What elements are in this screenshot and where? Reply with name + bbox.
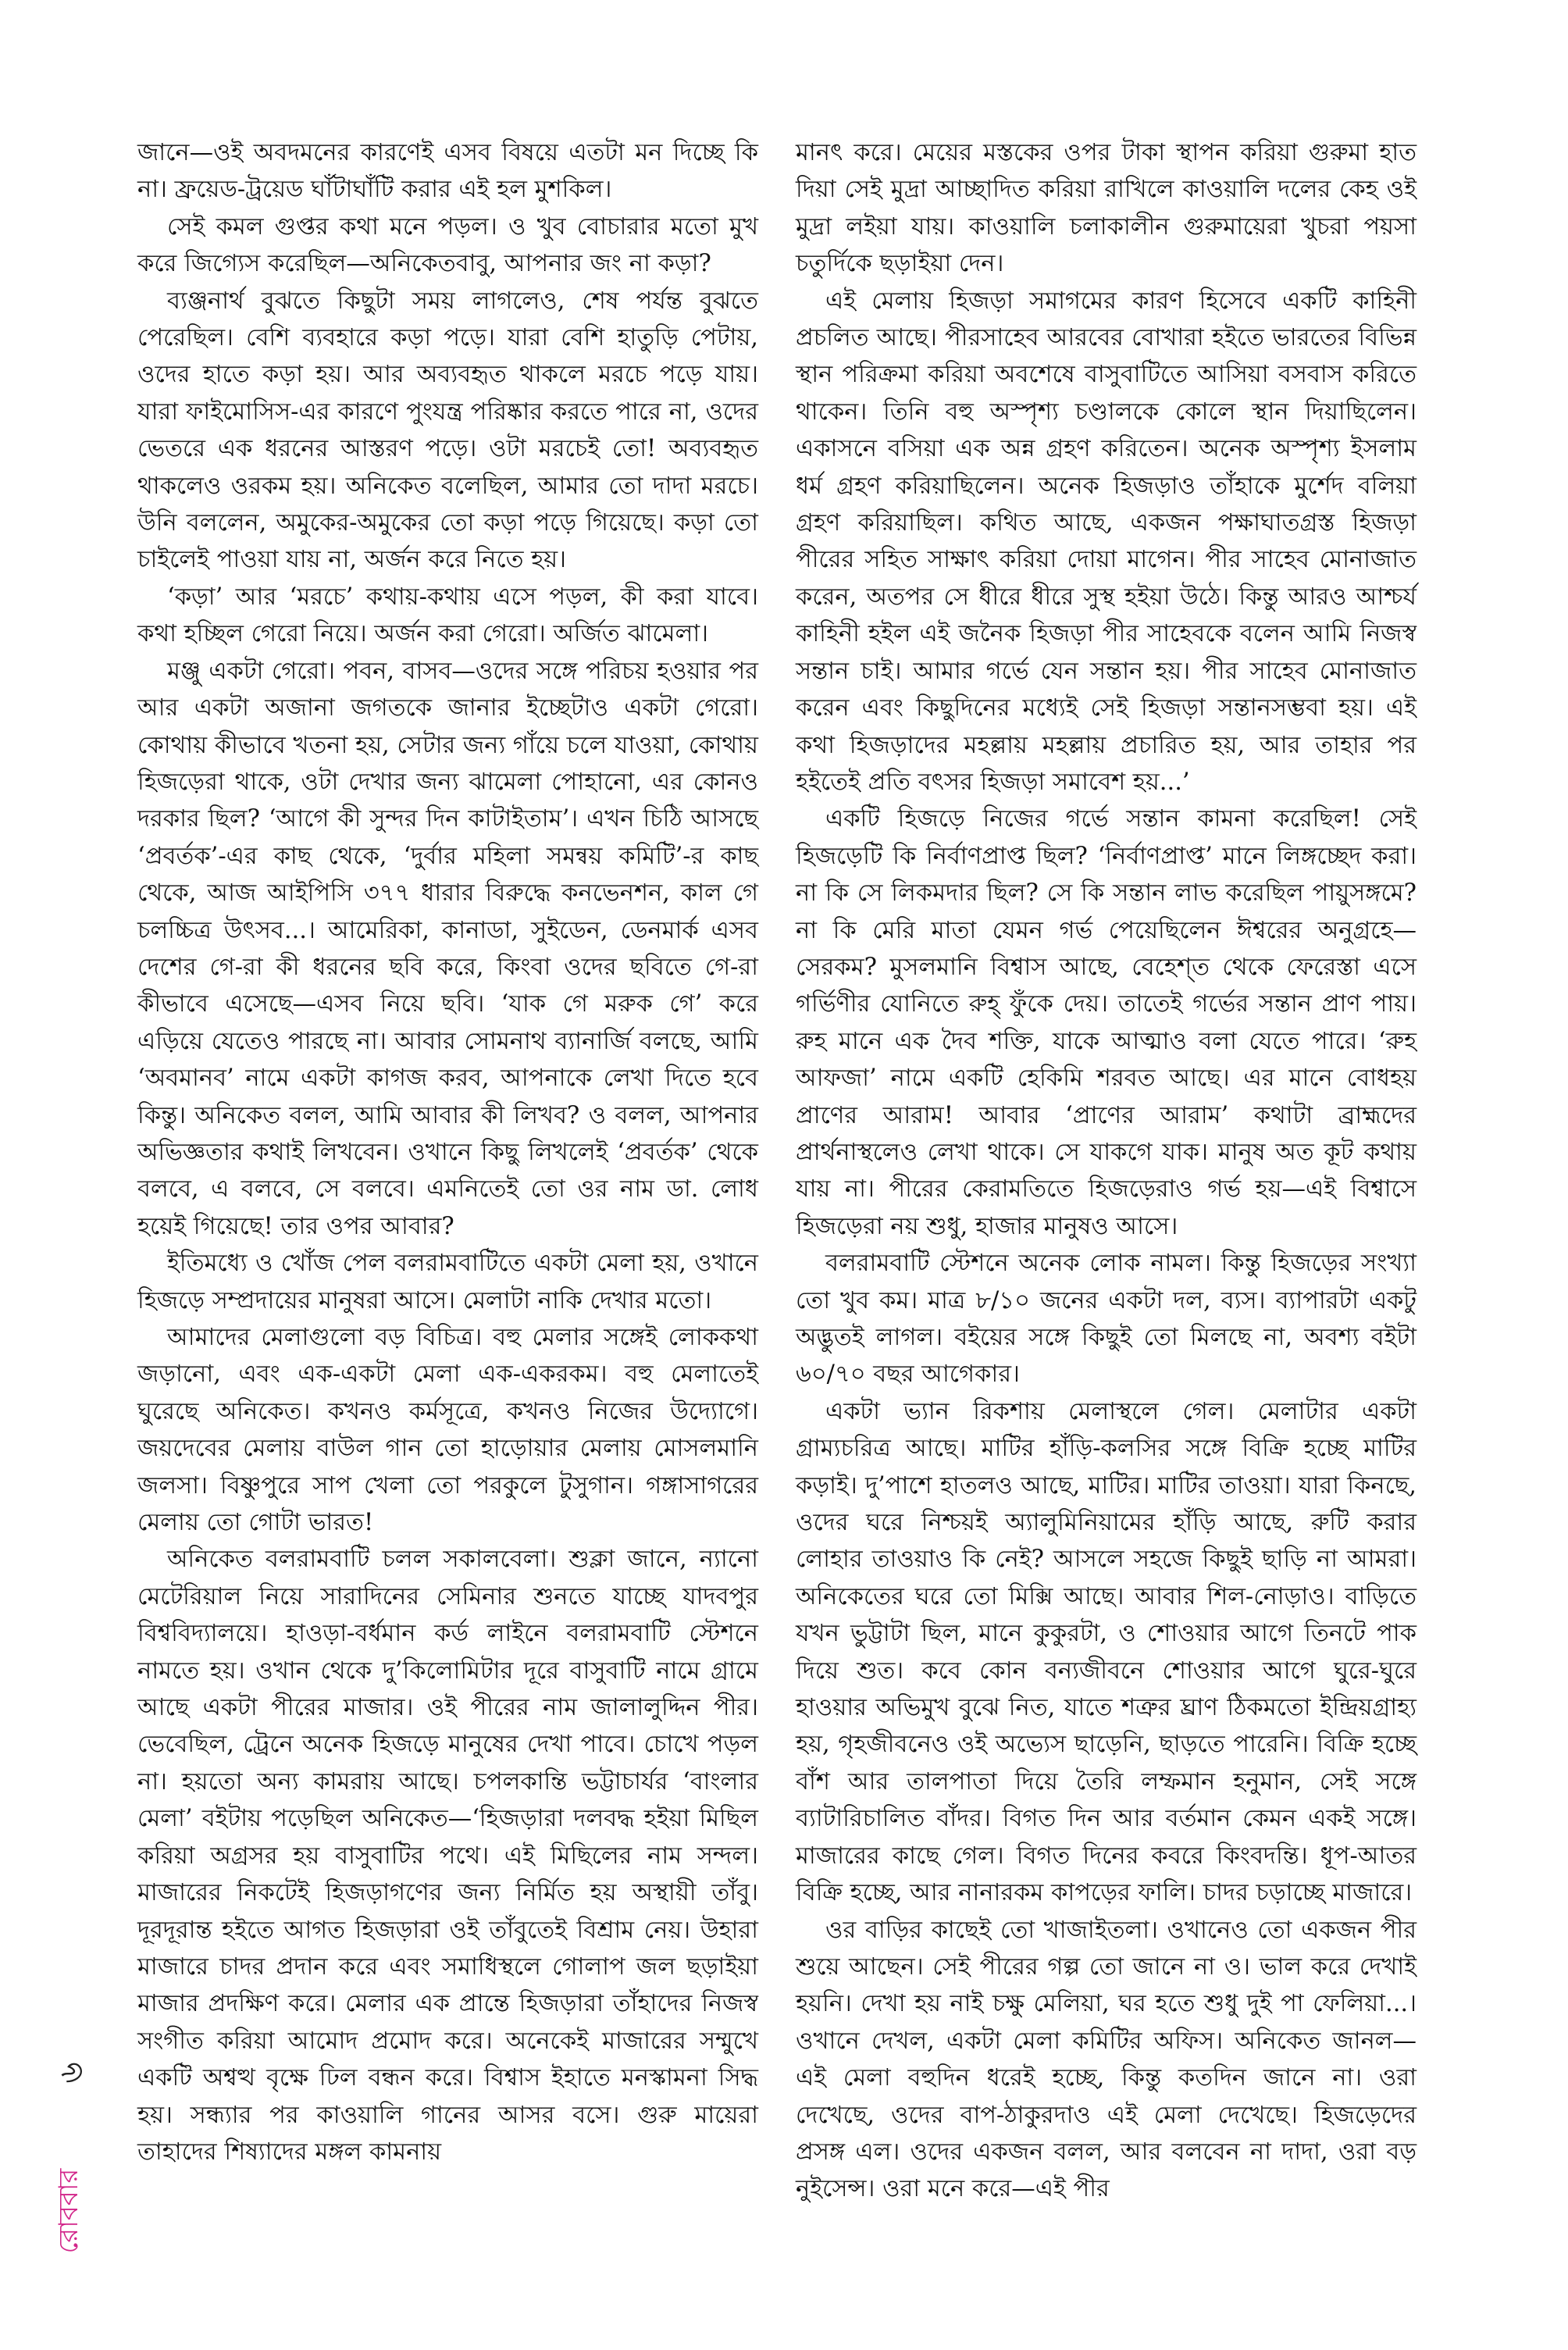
left-column bbox=[137, 134, 758, 2170]
page-number: ৬ bbox=[52, 2062, 90, 2084]
paragraph: সেই কমল গুপ্তর কথা মনে পড়ল। ও খুব বোচারার মতো মুখ করে জিগ্যেস করেছিল—অনিকেতবাবু, আপনার জং না কড়া? bbox=[137, 212, 758, 278]
paragraph: ওর বাড়ির কাছেই তো খাজাইতলা। ওখানেও তো একজন পীর শুয়ে আছেন। সেই পীরের গল্প তো জানে না ও। ভাল করে দেখাই হয়নি। দেখা হয় নাই চক্ষু মেলিয়া, ঘর হতে শুধু দুই পা ফেলিয়া...। ওখানে দেখল, একটা মেলা কমিটির অফিস। অনিকেত জানল—এই মেলা বহুদিন ধরেই হচ্ছে, কিন্তু কতদিন জানে না। ওরা দেখেছে, ওদের বাপ-ঠাকুরদাও এই মেলা দেখেছে। হিজড়েদের প্রসঙ্গ এল। ওদের একজন বলল, আর বলবেন না দাদা, ওরা বড় নুইসেন্স। ওরা মনে করে—এই পীর bbox=[796, 1916, 1417, 2203]
paragraph: এই মেলায় হিজড়া সমাগমের কারণ হিসেবে একটি কাহিনী প্রচলিত আছে। পীরসাহেব আরবের বোখারা হইতে ভারতের বিভিন্ন স্থান পরিক্রমা করিয়া অবশেষে বাসুবাটিতে আসিয়া বসবাস করিতে থাকেন। তিনি বহু অস্পৃশ্য চণ্ডালকে কোলে স্থান দিয়াছিলেন। একাসনে বসিয়া এক অন্ন গ্রহণ করিতেন। অনেক অস্পৃশ্য ইসলাম ধর্ম গ্রহণ করিয়াছিলেন। অনেক হিজড়াও তাঁহাকে মুর্শেদ বলিয়া গ্রহণ করিয়াছিল। কথিত আছে, একজন পক্ষাঘাতগ্রস্ত হিজড়া পীরের সহিত সাক্ষাৎ করিয়া দোয়া মাগেন। পীর সাহেব মোনাজাত করেন, অতপর সে ধীরে ধীরে সুস্থ হইয়া উঠে। কিন্তু আরও আশ্চর্য কাহিনী হইল এই জনৈক হিজড়া পীর সাহেবকে বলেন আমি নিজস্ব সন্তান চাই। আমার গর্ভে যেন সন্তান হয়। পীর সাহেব মোনাজাত করেন এবং কিছুদিনের মধ্যেই সেই হিজড়া সন্তানসম্ভবা হয়। এই কথা হিজড়াদের মহল্লায় মহল্লায় প্রচারিত হয়, আর তাহার পর হইতেই প্রতি বৎসর হিজড়া সমাবেশ হয়...’ bbox=[796, 287, 1417, 796]
paragraph: একটি হিজড়ে নিজের গর্ভে সন্তান কামনা করেছিল! সেই হিজড়েটি কি নির্বাণপ্রাপ্ত ছিল? ‘নির্বাণপ্রাপ্ত’ মানে লিঙ্গচ্ছেদ করা। না কি সে লিকমদার ছিল? সে কি সন্তান লাভ করেছিল পায়ুসঙ্গমে? না কি মেরি মাতা যেমন গর্ভ পেয়েছিলেন ঈশ্বরের অনুগ্রহে—সেরকম? মুসলমানি বিশ্বাস আছে, বেহেশ্‌ত থেকে ফেরেস্তা এসে গর্ভিণীর যোনিতে রুহ্‌ ফুঁকে দেয়। তাতেই গর্ভের সন্তান প্রাণ পায়। রুহ মানে এক দৈব শক্তি, যাকে আত্মাও বলা যেতে পারে। ‘রুহ আফজা’ নামে একটি হেকিমি শরবত আছে। এর মানে বোধহয় প্রাণের আরাম! আবার ‘প্রাণের আরাম’ কথাটা ব্রাহ্মদের প্রার্থনাস্থলেও লেখা থাকে। সে যাকগে যাক। মানুষ অত কূট কথায় যায় না। পীরের কেরামতিতে হিজড়েরাও গর্ভ হয়—এই বিশ্বাসে হিজড়েরা নয় শুধু, হাজার মানুষও আসে। bbox=[796, 805, 1417, 1240]
paragraph: একটা ভ্যান রিকশায় মেলাস্থলে গেল। মেলাটার একটা গ্রাম্যচরিত্র আছে। মাটির হাঁড়ি-কলসির সঙ্গে বিক্রি হচ্ছে মাটির কড়াই। দু’পাশে হাতলও আছে, মাটির। মাটির তাওয়া। যারা কিনছে, ওদের ঘরে নিশ্চয়ই অ্যালুমিনিয়ামের হাঁড়ি আছে, রুটি করার লোহার তাওয়াও কি নেই? আসলে সহজে কিছুই ছাড়ি না আমরা। অনিকেতের ঘরে তো মিক্সি আছে। আবার শিল-নোড়াও। বাড়িতে যখন ভুট্টাটা ছিল, মানে কুকুরটা, ও শোওয়ার আগে তিনটে পাক দিয়ে শুত। কবে কোন বন্যজীবনে শোওয়ার আগে ঘুরে-ঘুরে হাওয়ার অভিমুখ বুঝে নিত, যাতে শত্রুর ঘ্রাণ ঠিকমতো ইন্দ্রিয়গ্রাহ্য হয়, গৃহজীবনেও ওই অভ্যেস ছাড়েনি, ছাড়তে পারেনি। বিক্রি হচ্ছে বাঁশ আর তালপাতা দিয়ে তৈরি লম্ফমান হনুমান, সেই সঙ্গে ব্যাটারিচালিত বাঁদর। বিগত দিন আর বর্তমান কেমন একই সঙ্গে। মাজারের কাছে গেল। বিগত দিনের কবরে কিংবদন্তি। ধূপ-আতর বিক্রি হচ্ছে, আর নানারকম কাপড়ের ফালি। চাদর চড়াচ্ছে মাজারে। bbox=[796, 1397, 1417, 1907]
paragraph: জানে—ওই অবদমনের কারণেই এসব বিষয়ে এতটা মন দিচ্ছে কি না। ফ্রয়েড-ট্রয়েড ঘাঁটাঘাঁটি করার এই হল মুশকিল। bbox=[137, 139, 758, 204]
paragraph: ব্যঞ্জনার্থ বুঝতে কিছুটা সময় লাগলেও, শেষ পর্যন্ত বুঝতে পেরেছিল। বেশি ব্যবহারে কড়া পড়ে। যারা বেশি হাতুড়ি পেটায়, ওদের হাতে কড়া হয়। আর অব্যবহৃত থাকলে মরচে পড়ে যায়। যারা ফাইমোসিস-এর কারণে পুংযন্ত্র পরিষ্কার করতে পারে না, ওদের ভেতরে এক ধরনের আস্তরণ পড়ে। ওটা মরচেই তো! অব্যবহৃত থাকলেও ওরকম হয়। অনিকেত বলেছিল, আমার তো দাদা মরচে। উনি বললেন, অমুকের-অমুকের তো কড়া পড়ে গিয়েছে। কড়া তো চাইলেই পাওয়া যায় না, অর্জন করে নিতে হয়। bbox=[137, 287, 758, 574]
paragraph: মঞ্জু একটা গেরো। পবন, বাসব—ওদের সঙ্গে পরিচয় হওয়ার পর আর একটা অজানা জগতকে জানার ইচ্ছেটাও একটা গেরো। কোথায় কীভাবে খতনা হয়, সেটার জন্য গাঁয়ে চলে যাওয়া, কোথায় হিজড়েরা থাকে, ওটা দেখার জন্য ঝামেলা পোহানো, এর কোনও দরকার ছিল? ‘আগে কী সুন্দর দিন কাটাইতাম’। এখন চিঠি আসছে ‘প্রবর্তক’-এর কাছ থেকে, ‘দুর্বার মহিলা সমন্বয় কমিটি’-র কাছ থেকে, আজ আইপিসি ৩৭৭ ধারার বিরুদ্ধে কনভেনশন, কাল গে চলচ্চিত্র উৎসব...। আমেরিকা, কানাডা, সুইডেন, ডেনমার্ক এসব দেশের গে-রা কী ধরনের ছবি করে, কিংবা ওদের ছবিতে গে-রা কীভাবে এসেছে—এসব নিয়ে ছবি। ‘যাক গে মরুক গে’ করে এড়িয়ে যেতেও পারছে না। আবার সোমনাথ ব্যানার্জি বলছে, আমি ‘অবমানব’ নামে একটা কাগজ করব, আপনাকে লেখা দিতে হবে কিন্তু। অনিকেত বলল, আমি আবার কী লিখব? ও বলল, আপনার অভিজ্ঞতার কথাই লিখবেন। ওখানে কিছু লিখলেই ‘প্রবর্তক’ থেকে বলবে, এ বলবে, সে বলবে। এমনিতেই তো ওর নাম ডা. লোধ হয়েই গিয়েছে! তার ওপর আবার? bbox=[137, 657, 758, 1240]
paragraph: ইতিমধ্যে ও খোঁজ পেল বলরামবাটিতে একটা মেলা হয়, ওখানে হিজড়ে সম্প্রদায়ের মানুষরা আসে। মেলাটা নাকি দেখার মতো। bbox=[137, 1250, 758, 1314]
paragraph: মানৎ করে। মেয়ের মস্তকের ওপর টাকা স্থাপন করিয়া গুরুমা হাত দিয়া সেই মুদ্রা আচ্ছাদিত করিয়া রাখিলে কাওয়ালি দলের কেহ ওই মুদ্রা লইয়া যায়। কাওয়ালি চলাকালীন গুরুমায়েরা খুচরা পয়সা চতুর্দিকে ছড়াইয়া দেন। bbox=[796, 139, 1417, 278]
magazine-name: রোববার bbox=[53, 2168, 84, 2254]
paragraph: আমাদের মেলাগুলো বড় বিচিত্র। বহু মেলার সঙ্গেই লোককথা জড়ানো, এবং এক-একটা মেলা এক-একরকম। বহু মেলাতেই ঘুরেছে অনিকেত। কখনও কর্মসূত্রে, কখনও নিজের উদ্যোগে। জয়দেবের মেলায় বাউল গান তো হাড়োয়ার মেলায় মোসলমানি জলসা। বিষ্ণুপুরে সাপ খেলা তো পরকুলে টুসুগান। গঙ্গাসাগরের মেলায় তো গোটা ভারত! bbox=[137, 1324, 758, 1537]
right-column bbox=[796, 134, 1417, 2208]
paragraph: ‘কড়া’ আর ‘মরচে’ কথায়-কথায় এসে পড়ল, কী করা যাবে। কথা হচ্ছিল গেরো নিয়ে। অর্জন করা গেরো। অর্জিত ঝামেলা। bbox=[137, 583, 758, 648]
paragraph: বলরামবাটি স্টেশনে অনেক লোক নামল। কিন্তু হিজড়ের সংখ্যা তো খুব কম। মাত্র ৮/১০ জনের একটা দল, ব্যস। ব্যাপারটা একটু অদ্ভুতই লাগল। বইয়ের সঙ্গে কিছুই তো মিলছে না, অবশ্য বইটা ৬০/৭০ বছর আগেকার। bbox=[796, 1250, 1417, 1389]
paragraph: অনিকেত বলরামবাটি চলল সকালবেলা। শুক্লা জানে, ন্যানো মেটেরিয়াল নিয়ে সারাদিনের সেমিনার শুনতে যাচ্ছে যাদবপুর বিশ্ববিদ্যালয়ে। হাওড়া-বর্ধমান কর্ড লাইনে বলরামবাটি স্টেশনে নামতে হয়। ওখান থেকে দু’কিলোমিটার দূরে বাসুবাটি নামে গ্রামে আছে একটা পীরের মাজার। ওই পীরের নাম জালালুদ্দিন পীর। ভেবেছিল, ট্রেনে অনেক হিজড়ে মানুষের দেখা পাবে। চোখে পড়ল না। হয়তো অন্য কামরায় আছে। চপলকান্তি ভট্টাচার্যর ‘বাংলার মেলা’ বইটায় পড়েছিল অনিকেত—‘হিজড়ারা দলবদ্ধ হইয়া মিছিল করিয়া অগ্রসর হয় বাসুবাটির পথে। এই মিছিলের নাম সন্দল। মাজারের নিকটেই হিজড়াগণের জন্য নির্মিত হয় অস্থায়ী তাঁবু। দূরদূরান্ত হইতে আগত হিজড়ারা ওই তাঁবুতেই বিশ্রাম নেয়। উহারা মাজারে চাদর প্রদান করে এবং সমাধিস্থলে গোলাপ জল ছড়াইয়া মাজার প্রদক্ষিণ করে। মেলার এক প্রান্তে হিজড়ারা তাঁহাদের নিজস্ব সংগীত করিয়া আমোদ প্রমোদ করে। অনেকেই মাজারের সম্মুখে একটি অশ্বত্থ বৃক্ষে ঢিল বন্ধন করে। বিশ্বাস ইহাতে মনস্কামনা সিদ্ধ হয়। সন্ধ্যার পর কাওয়ালি গানের আসর বসে। গুরু মায়েরা তাহাদের শিষ্যাদের মঙ্গল কামনায় bbox=[137, 1546, 758, 2166]
